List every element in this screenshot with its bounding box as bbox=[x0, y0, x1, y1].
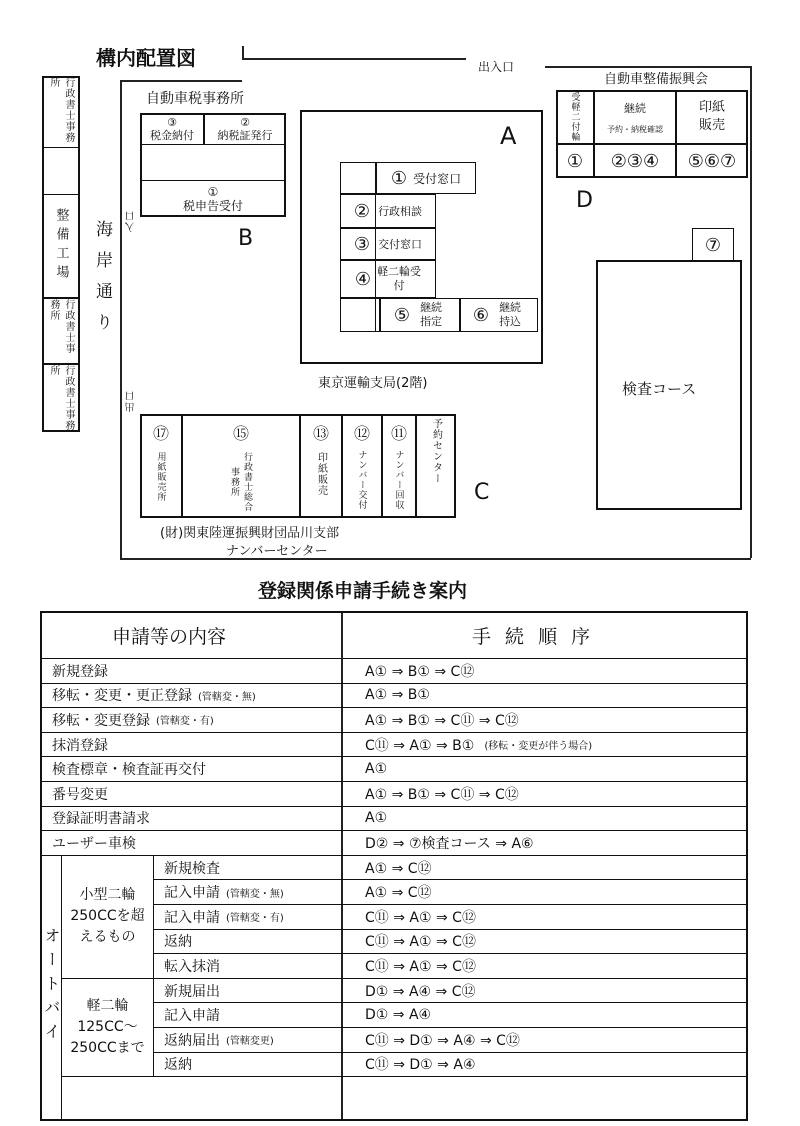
row-steps bbox=[343, 856, 432, 880]
inspection-num-text: ⑦ bbox=[704, 234, 722, 256]
table-row bbox=[42, 807, 746, 832]
b-window-2-num: ② bbox=[240, 116, 250, 129]
building-d-letter: D bbox=[576, 188, 593, 213]
motorcycle-label-cell bbox=[42, 856, 62, 1119]
a-window-1-num: ① bbox=[390, 167, 408, 189]
row-label-text: 移転・変更登録 bbox=[52, 712, 150, 729]
table-row bbox=[42, 708, 746, 733]
b-window-1 bbox=[140, 180, 286, 217]
row-label-text: 記入申請 bbox=[164, 1008, 220, 1025]
row-note: (管轄変更) bbox=[226, 1036, 274, 1048]
row-steps-text: A① ⇒ B① ⇒ C⑫ bbox=[365, 663, 475, 680]
table-header-row bbox=[42, 613, 746, 659]
a-window-2-label: 行政相談 bbox=[378, 205, 423, 218]
road-line-top-stub bbox=[242, 46, 244, 60]
a-window-5-label: 継続指定 bbox=[420, 301, 443, 328]
header-right: 手 続 順 序 bbox=[472, 626, 595, 648]
d-num-2 bbox=[594, 144, 676, 178]
left-building-3 bbox=[42, 298, 80, 364]
row-steps bbox=[343, 880, 432, 904]
row-steps-text: C⑪ ⇒ D① ⇒ A④ ⇒ C⑫ bbox=[365, 1032, 520, 1049]
c-col-12-label: ナンバー交付 bbox=[356, 450, 367, 510]
row-label bbox=[164, 954, 220, 978]
building-c-letter: C bbox=[474, 480, 490, 505]
c-col-17-num: ⑰ bbox=[152, 424, 169, 443]
entrance-exit-label: 出入口 bbox=[478, 60, 515, 74]
b-window-1-num: ① bbox=[207, 184, 219, 199]
row-label bbox=[164, 930, 192, 954]
row-label-text: 移転・変更・更正登録 bbox=[52, 688, 192, 705]
row-label bbox=[52, 659, 108, 683]
left-building-1 bbox=[42, 76, 80, 148]
row-steps bbox=[343, 757, 387, 781]
d-num-2-text: ②③④ bbox=[610, 150, 660, 172]
left-building-4 bbox=[42, 364, 80, 432]
c-col-12 bbox=[342, 414, 382, 518]
left-building-2 bbox=[42, 194, 80, 298]
row-label bbox=[52, 782, 108, 806]
row-label bbox=[52, 708, 214, 732]
row-label-text: 番号変更 bbox=[52, 786, 108, 803]
row-steps-text: A① bbox=[365, 761, 388, 778]
a-window-6-label: 継続持込 bbox=[499, 301, 522, 328]
row-label-text: 記入申請 bbox=[164, 885, 220, 902]
b-window-3 bbox=[140, 113, 204, 145]
row-steps bbox=[343, 1028, 520, 1052]
row-label-text: 返納 bbox=[164, 934, 192, 951]
row-steps bbox=[343, 954, 476, 978]
row-steps bbox=[343, 807, 387, 831]
row-steps bbox=[343, 930, 476, 954]
road-line-right bbox=[750, 66, 752, 558]
c-col-15-num: ⑮ bbox=[232, 424, 249, 443]
d-num-1 bbox=[556, 144, 594, 178]
building-d-name: 自動車整備振興会 bbox=[604, 72, 709, 87]
row-steps-text: C⑪ ⇒ D① ⇒ A④ bbox=[365, 1057, 476, 1074]
row-steps-text: A① ⇒ B① ⇒ C⑪ ⇒ C⑫ bbox=[365, 712, 519, 729]
table-row bbox=[42, 782, 746, 807]
row-steps-text: C⑪ ⇒ A① ⇒ C⑫ bbox=[365, 958, 476, 975]
row-note: (管轄変・無) bbox=[226, 888, 284, 900]
group-label: 軽二輪125CC〜250CCまで bbox=[70, 997, 145, 1056]
c-col-17 bbox=[140, 414, 182, 518]
a-window-2-num: ② bbox=[353, 200, 371, 222]
table-row bbox=[154, 954, 746, 979]
row-note: (管轄変・有) bbox=[156, 716, 214, 728]
a-window-4 bbox=[340, 260, 436, 298]
row-label-text: ユーザー車検 bbox=[52, 835, 136, 852]
table-row bbox=[154, 1003, 746, 1028]
row-label bbox=[52, 757, 206, 781]
left-building-4-label: 行政書士事務所 bbox=[48, 365, 74, 431]
row-label-text: 記入申請 bbox=[164, 909, 220, 926]
procedures-table bbox=[40, 611, 748, 1121]
row-label bbox=[52, 684, 256, 708]
c-col-13 bbox=[300, 414, 342, 518]
c-col-12-num: ⑫ bbox=[353, 424, 370, 443]
table-row bbox=[42, 831, 746, 856]
row-label-text: 新規届出 bbox=[164, 983, 220, 1000]
c-col-11 bbox=[382, 414, 416, 518]
c-col-reserve-label: 予約センター bbox=[430, 418, 442, 484]
street-label: 海岸通り bbox=[92, 220, 112, 344]
row-steps bbox=[343, 905, 476, 929]
row-label bbox=[164, 880, 284, 904]
a-window-3-label: 交付窓口 bbox=[378, 238, 423, 251]
row-steps bbox=[343, 733, 592, 757]
row-label bbox=[52, 831, 136, 855]
table-row bbox=[154, 905, 746, 930]
a-window-5-num: ⑤ bbox=[393, 304, 411, 326]
group-label: 小型二輪250CCを超えるもの bbox=[70, 887, 145, 946]
row-label-text: 返納 bbox=[164, 1057, 192, 1074]
d-num-3-text: ⑤⑥⑦ bbox=[687, 150, 737, 172]
row-steps-text: C⑪ ⇒ A① ⇒ C⑫ bbox=[365, 934, 476, 951]
a-spacer-1 bbox=[340, 162, 376, 194]
table-row bbox=[154, 1053, 746, 1078]
row-steps bbox=[343, 782, 519, 806]
group-label-cell bbox=[62, 856, 154, 979]
row-steps-text: A① ⇒ B① bbox=[365, 687, 430, 704]
row-label-text: 検査標章・検査証再交付 bbox=[52, 762, 206, 779]
row-label bbox=[164, 979, 220, 1003]
row-steps-text: D② ⇒ ⑦検査コース ⇒ A⑥ bbox=[365, 835, 534, 852]
row-steps-text: C⑪ ⇒ A① ⇒ C⑫ bbox=[365, 909, 476, 926]
d-header-3-label: 印紙販売 bbox=[698, 100, 725, 133]
row-steps-text: A① ⇒ C⑫ bbox=[365, 860, 432, 877]
row-label bbox=[164, 1028, 274, 1052]
building-a-name: 東京運輸支局(2階) bbox=[318, 376, 428, 391]
map-title: 構内配置図 bbox=[96, 46, 196, 70]
entrance-label: 入口 bbox=[126, 210, 137, 232]
b-window-3-label: 税金納付 bbox=[150, 129, 194, 142]
road-line-top bbox=[242, 58, 466, 60]
row-label bbox=[52, 807, 150, 831]
row-label bbox=[164, 1003, 220, 1027]
a-window-3-num: ③ bbox=[353, 233, 371, 255]
road-line-left bbox=[120, 80, 122, 558]
inspection-label: 検査コース bbox=[622, 380, 697, 398]
row-label-text: 抹消登録 bbox=[52, 737, 108, 754]
d-num-1-text: ① bbox=[566, 150, 584, 172]
row-steps-text: D① ⇒ A④ ⇒ C⑫ bbox=[365, 983, 476, 1000]
row-note: (管轄変・無) bbox=[198, 691, 256, 703]
row-steps-text: A① ⇒ C⑫ bbox=[365, 885, 432, 902]
a-window-1 bbox=[376, 162, 476, 194]
c-col-11-label: ナンバー回収 bbox=[393, 450, 404, 510]
left-building-1-label: 行政書士事務所 bbox=[48, 77, 74, 143]
d-header-2 bbox=[594, 90, 676, 144]
d-header-1 bbox=[556, 90, 594, 144]
c-col-13-num: ⑬ bbox=[312, 424, 329, 443]
row-steps bbox=[343, 659, 474, 683]
row-steps bbox=[343, 831, 534, 855]
motorcycle-label: オートバイ bbox=[42, 927, 61, 1048]
row-steps-text: A① bbox=[365, 810, 388, 827]
row-steps-text: C⑪ ⇒ A① ⇒ B① bbox=[365, 737, 475, 754]
a-spacer-2 bbox=[340, 298, 380, 332]
row-steps bbox=[343, 708, 519, 732]
a-window-4-num: ④ bbox=[354, 268, 372, 290]
building-b-name: 自動車税事務所 bbox=[146, 91, 244, 107]
c-col-17-label: 用紙販売所 bbox=[155, 452, 166, 502]
left-building-2-label: 整備工場 bbox=[53, 208, 69, 284]
a-window-6 bbox=[460, 298, 538, 332]
table-row bbox=[42, 733, 746, 758]
a-window-3 bbox=[340, 228, 436, 260]
row-label bbox=[52, 733, 108, 757]
a-window-5 bbox=[380, 298, 460, 332]
c-col-15 bbox=[182, 414, 300, 518]
a-window-2 bbox=[340, 194, 436, 228]
d-header-3 bbox=[676, 90, 748, 144]
b-window-2-label: 納税証発行 bbox=[217, 129, 273, 142]
header-left: 申請等の内容 bbox=[112, 626, 227, 648]
row-steps-text: A① ⇒ B① ⇒ C⑪ ⇒ C⑫ bbox=[365, 786, 519, 803]
c-col-reserve bbox=[416, 414, 456, 518]
row-steps bbox=[343, 979, 476, 1003]
procedures-title: 登録関係申請手続き案内 bbox=[258, 580, 468, 602]
table-row bbox=[154, 979, 746, 1004]
group-label-cell bbox=[62, 979, 154, 1077]
b-window-3-num: ③ bbox=[167, 116, 177, 129]
row-label bbox=[164, 905, 284, 929]
d-header-1-label: 受軽二付輪 bbox=[569, 92, 580, 142]
table-row bbox=[154, 856, 746, 881]
row-steps bbox=[343, 1003, 431, 1027]
row-label-text: 新規検査 bbox=[164, 860, 220, 877]
d-num-3 bbox=[676, 144, 748, 178]
road-line-left-top bbox=[120, 80, 242, 82]
building-c-name: (財)関東陸運振興財団品川支部 bbox=[160, 526, 340, 541]
row-label-text: 登録証明書請求 bbox=[52, 811, 150, 828]
d-header-2-label: 継続 bbox=[624, 101, 646, 115]
table-row bbox=[154, 930, 746, 955]
row-steps-note: (移転・変更が伴う場合) bbox=[484, 741, 593, 753]
table-row bbox=[42, 684, 746, 709]
row-note: (管轄変・有) bbox=[226, 913, 284, 925]
row-label bbox=[164, 856, 220, 880]
a-window-4-label: 軽二輪受付 bbox=[377, 265, 422, 292]
road-line-bottom bbox=[120, 558, 751, 560]
building-a-letter: A bbox=[500, 122, 517, 150]
building-c-subname: ナンバーセンター bbox=[226, 544, 328, 559]
row-label-text: 転入抹消 bbox=[164, 958, 220, 975]
row-steps-text: D① ⇒ A④ bbox=[365, 1007, 432, 1024]
row-label-text: 返納届出 bbox=[164, 1032, 220, 1049]
c-col-11-num: ⑪ bbox=[390, 424, 407, 443]
table-row bbox=[154, 880, 746, 905]
table-row bbox=[154, 1028, 746, 1053]
row-label-text: 新規登録 bbox=[52, 663, 108, 680]
d-header-2-sub: 予約・納税確認 bbox=[607, 124, 663, 134]
building-b-letter: B bbox=[238, 226, 254, 251]
c-col-15-label: 行政書士総合事務所 bbox=[229, 452, 252, 512]
row-steps bbox=[343, 1053, 476, 1077]
b-window-1-label: 税申告受付 bbox=[182, 198, 243, 213]
a-window-1-label: 受付窓口 bbox=[413, 171, 462, 186]
table-row bbox=[42, 757, 746, 782]
left-building-3-label: 行政書士事務所 bbox=[48, 299, 74, 354]
row-steps bbox=[343, 684, 430, 708]
inspection-num bbox=[692, 228, 734, 262]
row-label bbox=[164, 1053, 192, 1077]
a-window-6-num: ⑥ bbox=[472, 304, 490, 326]
table-row bbox=[42, 659, 746, 684]
b-window-2 bbox=[204, 113, 286, 145]
c-col-13-label: 印紙販売 bbox=[315, 452, 327, 496]
exit-label: 出口 bbox=[126, 390, 137, 412]
